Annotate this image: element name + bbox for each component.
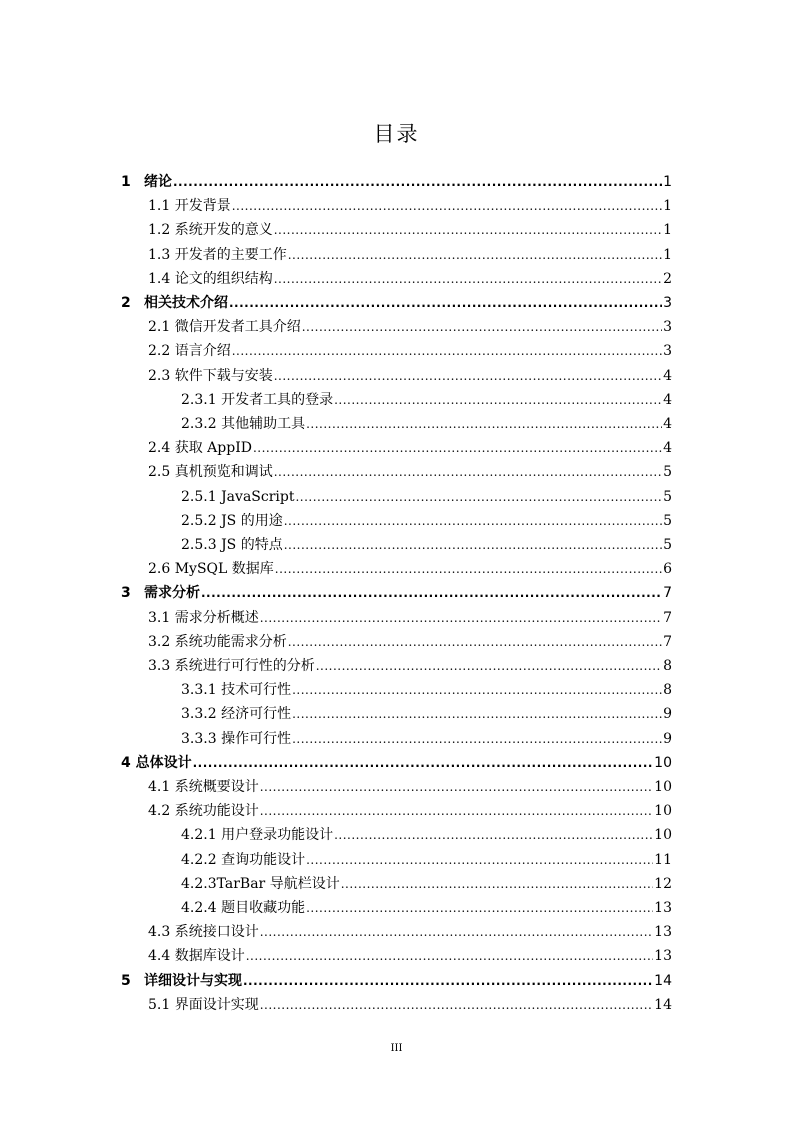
toc-leader-dots	[253, 436, 662, 460]
toc-page-number: 7	[663, 609, 672, 626]
toc-entry[interactable]	[148, 775, 672, 799]
toc-page-number: 5	[663, 512, 672, 529]
toc-entry[interactable]	[121, 581, 672, 605]
toc-entry[interactable]	[181, 823, 672, 847]
toc-entry-text: 3.3 系统进行可行性的分析	[148, 658, 315, 674]
toc-page-number: 7	[663, 585, 672, 602]
toc-entry-text: 2.4 获取 AppID	[148, 440, 252, 457]
toc-page-number: 3	[663, 295, 672, 311]
toc-entry-text: 详细设计与实现	[144, 972, 242, 989]
toc-entry-text: 1.1 开发背景	[148, 198, 231, 215]
toc-entry-label	[121, 751, 192, 775]
toc-entry-label	[181, 872, 340, 896]
toc-leader-dots	[288, 243, 662, 267]
toc-chapter-number: 5	[121, 972, 131, 989]
toc-leader-dots	[274, 267, 662, 291]
toc-page-number: 13	[654, 924, 672, 941]
toc-entry-text: 3.3.2 经济可行性	[181, 706, 292, 723]
toc-entry-text: 1.3 开发者的主要工作	[148, 246, 287, 263]
toc-entry[interactable]	[148, 944, 672, 968]
toc-page-number: 14	[654, 972, 672, 989]
toc-entry[interactable]	[148, 267, 672, 291]
toc-entry[interactable]	[181, 848, 672, 872]
toc-entry[interactable]	[181, 702, 672, 726]
toc-entry-label	[121, 291, 228, 315]
toc-entry[interactable]	[148, 436, 672, 460]
toc-chapter-number: 3	[121, 585, 131, 602]
toc-entry-label	[148, 606, 259, 630]
toc-leader-dots	[302, 315, 662, 339]
toc-entry-text: 4.1 系统概要设计	[148, 779, 259, 795]
toc-chapter-number: 1	[121, 174, 131, 190]
toc-entry-text: 2.5.1 JavaScript	[181, 488, 295, 505]
toc-entry-label	[148, 920, 259, 944]
toc-chapter-number: 2	[121, 295, 131, 311]
toc-page-number: 13	[654, 900, 672, 916]
toc-entry[interactable]	[148, 339, 672, 363]
toc-entry-label	[148, 944, 245, 968]
toc-entry-text: 5.1 界面设计实现	[148, 996, 259, 1013]
toc-leader-dots	[334, 388, 662, 412]
toc-leader-dots	[284, 509, 662, 533]
toc-leader-dots	[316, 654, 662, 678]
toc-leader-dots	[260, 775, 653, 799]
toc-entry-text: 2.3.1 开发者工具的登录	[181, 391, 334, 408]
toc-page-number: 8	[663, 658, 672, 674]
toc-entry[interactable]	[148, 606, 672, 630]
toc-entry[interactable]	[121, 969, 672, 993]
toc-page-number: 1	[663, 198, 672, 215]
toc-entry-text: 4.4 数据库设计	[148, 948, 245, 965]
toc-leader-dots	[246, 944, 653, 968]
toc-entry[interactable]	[148, 630, 672, 654]
toc-entry-text: 2.2 语言介绍	[148, 343, 231, 360]
toc-page-number: 10	[654, 779, 672, 795]
page-number: III	[390, 1043, 403, 1054]
toc-entry-label	[181, 533, 283, 557]
toc-leader-dots	[260, 993, 653, 1017]
toc-entry[interactable]	[181, 727, 672, 751]
toc-page-number: 1	[663, 222, 672, 239]
toc-page-number: 9	[663, 706, 672, 723]
toc-entry-text: 相关技术介绍	[144, 295, 228, 311]
toc-page-number: 13	[654, 948, 672, 965]
toc-entry-text: 4.3 系统接口设计	[148, 924, 259, 941]
toc-leader-dots	[274, 218, 662, 242]
toc-entry-text: 3.1 需求分析概述	[148, 609, 259, 626]
toc-entry-label	[148, 557, 274, 581]
toc-entry[interactable]	[148, 993, 672, 1017]
toc-entry-label	[148, 460, 273, 484]
toc-entry[interactable]	[181, 485, 672, 509]
toc-entry[interactable]	[148, 364, 672, 388]
toc-page-number: 10	[654, 754, 672, 771]
toc-leader-dots	[232, 194, 662, 218]
toc-page-number: 4	[663, 416, 672, 432]
toc-leader-dots	[288, 630, 662, 654]
toc-page-number: 9	[663, 730, 672, 747]
toc-entry-label	[181, 412, 305, 436]
toc-entry[interactable]	[148, 799, 672, 823]
toc-entry-label	[148, 630, 287, 654]
toc-entry[interactable]	[181, 872, 672, 896]
page-title: 目录	[373, 122, 420, 146]
toc-entry-label	[148, 993, 259, 1017]
toc-entry-label	[148, 775, 259, 799]
toc-leader-dots	[260, 799, 653, 823]
toc-page-number: 14	[654, 996, 672, 1013]
toc-entry-label	[181, 678, 291, 702]
toc-entry[interactable]	[181, 412, 672, 436]
toc-page-number: 5	[663, 464, 672, 481]
toc-leader-dots	[173, 170, 662, 194]
toc-entry[interactable]	[181, 896, 672, 920]
toc-page-number: 2	[663, 270, 672, 287]
toc-entry-label	[181, 485, 294, 509]
toc-entry[interactable]	[181, 678, 672, 702]
toc-page-number: 3	[663, 343, 672, 360]
toc-entry-text: 2.3.2 其他辅助工具	[181, 416, 306, 432]
toc-entry-label	[181, 896, 305, 920]
toc-entry[interactable]	[121, 751, 672, 775]
toc-page-number: 6	[663, 561, 672, 578]
toc-entry-label	[181, 727, 291, 751]
toc-page-number: 7	[663, 633, 672, 650]
toc-entry[interactable]	[181, 509, 672, 533]
toc-entry-text: 2.3 软件下载与安装	[148, 367, 273, 384]
toc-entry-text: 4.2.3TarBar 导航栏设计	[181, 875, 340, 892]
toc-entry-label	[148, 218, 273, 242]
toc-page-number: 11	[654, 851, 672, 868]
toc-page-number: 1	[663, 246, 672, 263]
toc-entry-text: 需求分析	[144, 585, 200, 602]
toc-entry-label	[148, 654, 315, 678]
toc-entry-text: 绪论	[144, 174, 172, 190]
toc-leader-dots	[284, 533, 662, 557]
toc-leader-dots	[274, 460, 662, 484]
toc-entry-text: 2.5.3 JS 的特点	[181, 537, 283, 553]
toc-entry[interactable]	[148, 243, 672, 267]
toc-entry-label	[181, 388, 333, 412]
toc-page-number: 1	[663, 174, 672, 190]
toc-leader-dots	[274, 364, 662, 388]
toc-entry-label	[181, 823, 333, 847]
toc-entry-text: 1.2 系统开发的意义	[148, 222, 273, 239]
toc-page-number: 4	[663, 440, 672, 457]
toc-entry[interactable]	[148, 218, 672, 242]
toc-leader-dots	[334, 823, 653, 847]
toc-page-number: 5	[663, 537, 672, 553]
toc-entry[interactable]	[148, 557, 672, 581]
toc-leader-dots	[295, 485, 662, 509]
toc-entry-text: 2.5.2 JS 的用途	[181, 512, 283, 529]
toc-entry-text: 1.4 论文的组织结构	[148, 270, 273, 287]
toc-leader-dots	[292, 702, 662, 726]
toc-entry-label	[148, 339, 231, 363]
toc-entry-label	[121, 969, 242, 993]
toc-page-number: 3	[663, 319, 672, 336]
toc-leader-dots	[306, 848, 653, 872]
toc-entry[interactable]	[148, 460, 672, 484]
toc-entry[interactable]	[121, 291, 672, 315]
toc-entry[interactable]	[181, 388, 672, 412]
toc-leader-dots	[201, 581, 662, 605]
toc-page-number: 10	[654, 827, 672, 844]
toc-leader-dots	[260, 606, 662, 630]
toc-leader-dots	[306, 896, 653, 920]
toc-entry-text: 3.3.3 操作可行性	[181, 730, 292, 747]
toc-entry-text: 4 总体设计	[121, 754, 192, 771]
toc-leader-dots	[243, 969, 653, 993]
toc-leader-dots	[232, 339, 662, 363]
toc-entry-label	[121, 581, 200, 605]
toc-leader-dots	[292, 727, 662, 751]
toc-entry-text: 3.3.1 技术可行性	[181, 682, 292, 699]
toc-entry-text: 4.2.4 题目收藏功能	[181, 900, 306, 916]
toc-leader-dots	[306, 412, 662, 436]
toc-entry-text: 2.6 MySQL 数据库	[148, 561, 274, 578]
toc-entry[interactable]	[181, 533, 672, 557]
toc-page-number: 12	[654, 875, 672, 892]
toc-entry-label	[148, 267, 273, 291]
toc-entry-text: 2.1 微信开发者工具介绍	[148, 319, 301, 336]
toc-page-number: 4	[663, 391, 672, 408]
toc-page-number: 5	[663, 488, 672, 505]
toc-entry-label	[181, 702, 291, 726]
toc-entry-label	[148, 364, 273, 388]
toc-page-number: 10	[654, 803, 672, 820]
toc-entry-label	[181, 509, 283, 533]
toc-entry-label	[121, 170, 172, 194]
toc-leader-dots	[341, 872, 653, 896]
toc-entry[interactable]	[148, 315, 672, 339]
toc-entry-label	[181, 848, 305, 872]
toc-leader-dots	[229, 291, 662, 315]
toc-entry-text: 4.2.2 查询功能设计	[181, 851, 306, 868]
toc-entry-text: 2.5 真机预览和调试	[148, 464, 273, 481]
toc-entry-text: 3.2 系统功能需求分析	[148, 633, 287, 650]
toc-entry-label	[148, 315, 301, 339]
toc-entry[interactable]	[148, 920, 672, 944]
toc-leader-dots	[260, 920, 653, 944]
toc-entry[interactable]	[121, 170, 672, 194]
toc-entry-text: 4.2.1 用户登录功能设计	[181, 827, 334, 844]
toc-entry-text: 4.2 系统功能设计	[148, 803, 259, 820]
toc-leader-dots	[275, 557, 662, 581]
toc-entry-label	[148, 436, 252, 460]
toc-page-number: 8	[663, 682, 672, 699]
toc-leader-dots	[292, 678, 662, 702]
toc-entry-label	[148, 194, 231, 218]
toc-entry[interactable]	[148, 194, 672, 218]
toc-entry[interactable]	[148, 654, 672, 678]
toc-leader-dots	[193, 751, 654, 775]
toc-entry-label	[148, 799, 259, 823]
toc-entry-label	[148, 243, 287, 267]
toc-page-number: 4	[663, 367, 672, 384]
